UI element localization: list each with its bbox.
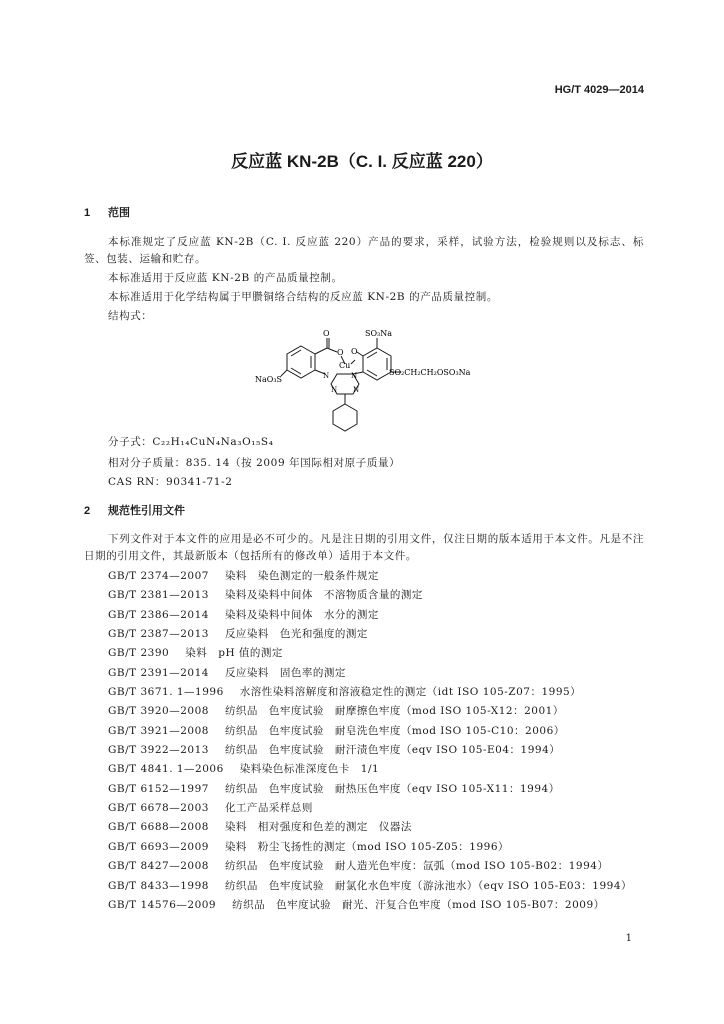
reference-code: GB/T 8427—2008 <box>108 860 209 873</box>
section-1-paragraph-2: 本标准适用于反应蓝 KN-2B 的产品质量控制。 <box>108 272 343 284</box>
reference-title: 染料 染色测定的一般条件规定 <box>224 570 379 582</box>
side-chain: SO₂CH₂CH₂OSO₃Na <box>389 368 471 377</box>
reference-code: GB/T 3671. 1—1996 <box>108 686 224 699</box>
reference-code: GB/T 2390 <box>108 647 170 660</box>
reference-title: 纺织品 色牢度试验 耐氯化水色牢度（游泳池水）（eqv ISO 105-E03：1994） <box>224 879 633 892</box>
reference-title: 纺织品 色牢度试验 耐人造光色牢度：氙弧（mod ISO 105-B02：1994） <box>224 860 609 873</box>
nitrogen-label-1: N <box>323 372 330 380</box>
nitrogen-label-3: N <box>331 386 338 394</box>
section-1-paragraph-3: 本标准适用于化学结构属于甲臜铜络合结构的反应蓝 KN-2B 的产品质量控制。 <box>108 291 498 303</box>
section-1-title: 范围 <box>108 207 130 219</box>
reference-title: 纺织品 色牢度试验 耐汗渍色牢度（eqv ISO 105-E04：1994） <box>224 744 561 757</box>
reference-item <box>84 606 644 625</box>
section-2-number: 2 <box>84 505 91 517</box>
reference-code: GB/T 6688—2008 <box>108 821 209 834</box>
reference-code: GB/T 2387—2013 <box>108 628 209 641</box>
carbonyl-oxygen: O <box>323 329 330 338</box>
reference-item <box>84 760 644 779</box>
cas-number <box>108 474 233 489</box>
reference-title: 反应染料 色光和强度的测定 <box>224 628 368 641</box>
nitrogen-label-4: N <box>353 386 360 394</box>
document-title: 反应蓝 KN-2B（C. I. 反应蓝 220） <box>231 152 493 171</box>
reference-title: 化工产品采样总则 <box>224 802 313 815</box>
formula-value: C₂₂H₁₄CuN₄Na₃O₁₅S₄ <box>152 436 274 448</box>
reference-title: 纺织品 色牢度试验 耐热压色牢度（eqv ISO 105-X11：1994） <box>224 782 560 795</box>
reference-code: GB/T 2381—2013 <box>108 589 209 602</box>
reference-code: GB/T 8433—1998 <box>108 879 209 892</box>
mass-label: 相对分子质量： <box>108 457 186 469</box>
reference-title: 染料 相对强度和色差的测定 仪器法 <box>224 821 412 834</box>
cas-value: 90341-71-2 <box>165 476 233 488</box>
reference-item <box>84 799 644 818</box>
reference-code: GB/T 6152—1997 <box>108 782 209 795</box>
reference-item <box>84 702 644 721</box>
reference-title: 染料及染料中间体 不溶物质含量的测定 <box>224 589 423 602</box>
reference-title: 染料染色标准深度色卡 1/1 <box>239 763 380 776</box>
reference-title: 纺织品 色牢度试验 耐光、汗复合色牢度（mod ISO 105-B07：2009） <box>232 898 605 911</box>
reference-code: GB/T 2386—2014 <box>108 608 209 621</box>
structural-formula <box>255 326 485 438</box>
reference-title: 染料 pH 值的测定 <box>185 647 283 660</box>
reference-item <box>84 857 644 876</box>
reference-code: GB/T 3922—2013 <box>108 744 209 757</box>
reference-item <box>84 664 644 683</box>
reference-title: 染料 粉尘飞扬性的测定（mod ISO 105-Z05：1996） <box>224 840 510 853</box>
reference-code: GB/T 3920—2008 <box>108 705 209 718</box>
reference-title: 反应染料 固色率的测定 <box>224 666 346 679</box>
section-1-heading <box>84 204 130 220</box>
section-1-number: 1 <box>84 207 91 219</box>
structure-label: 结构式： <box>108 310 153 322</box>
reference-item <box>84 567 644 586</box>
reference-code: GB/T 2391—2014 <box>108 666 209 679</box>
reference-title: 纺织品 色牢度试验 耐摩擦色牢度（mod ISO 105-X12：2001） <box>224 705 564 718</box>
reference-title: 水溶性染料溶解度和溶液稳定性的测定（idt ISO 105-Z07：1995） <box>239 686 582 699</box>
reference-item <box>84 877 644 896</box>
cas-label: CAS RN： <box>108 476 166 488</box>
reference-item <box>84 586 644 605</box>
reference-item <box>84 722 644 741</box>
phenol-oxygen: O <box>351 347 358 356</box>
section-2-intro: 下列文件对于本文件的应用是必不可少的。凡是注日期的引用文件，仅注日期的版本适用于本文件。凡是不注日期的引用文件，其最新版本（包括所有的修改单）适用于本文件。 <box>84 533 644 562</box>
reference-code: GB/T 3921—2008 <box>108 724 209 737</box>
sulfonate-top: SO₃Na <box>365 329 393 338</box>
reference-item <box>84 625 644 644</box>
phenyl-ring <box>333 404 357 431</box>
reference-item <box>84 896 644 915</box>
molecular-formula <box>108 434 274 449</box>
reference-code: GB/T 4841. 1—2006 <box>108 763 224 776</box>
reference-item <box>84 818 644 837</box>
formula-label: 分子式： <box>108 436 153 448</box>
reference-code: GB/T 6678—2003 <box>108 802 209 815</box>
copper-label: Cu <box>339 361 351 370</box>
reference-code: GB/T 2374—2007 <box>108 570 209 582</box>
reference-item <box>84 838 644 857</box>
page-number: 1 <box>625 933 632 944</box>
section-1-paragraph-1: 本标准规定了反应蓝 KN-2B（C. I. 反应蓝 220）产品的要求，采样，试验方法，检验规则以及标志、标签、包装、运输和贮存。 <box>84 236 644 265</box>
reference-item <box>84 683 644 702</box>
nitrogen-label-2: N <box>351 372 358 380</box>
section-2-title: 规范性引用文件 <box>108 505 185 517</box>
section-2-heading <box>84 502 185 518</box>
reference-list <box>84 567 644 915</box>
reference-code: GB/T 6693—2009 <box>108 840 209 853</box>
reference-code: GB/T 14576—2009 <box>108 898 217 911</box>
sulfonate-left: NaO₃S <box>255 375 283 384</box>
reference-item <box>84 644 644 663</box>
reference-item <box>84 741 644 760</box>
ester-oxygen: O <box>337 348 344 357</box>
mass-value: 835. 14（按 2009 年国际相对原子质量） <box>185 457 401 469</box>
molecular-mass <box>108 455 400 470</box>
reference-item <box>84 780 644 799</box>
standard-number: HG/T 4029—2014 <box>554 84 644 96</box>
reference-title: 纺织品 色牢度试验 耐皂洗色牢度（mod ISO 105-C10：2006） <box>224 724 565 737</box>
reference-title: 染料及染料中间体 水分的测定 <box>224 608 379 621</box>
